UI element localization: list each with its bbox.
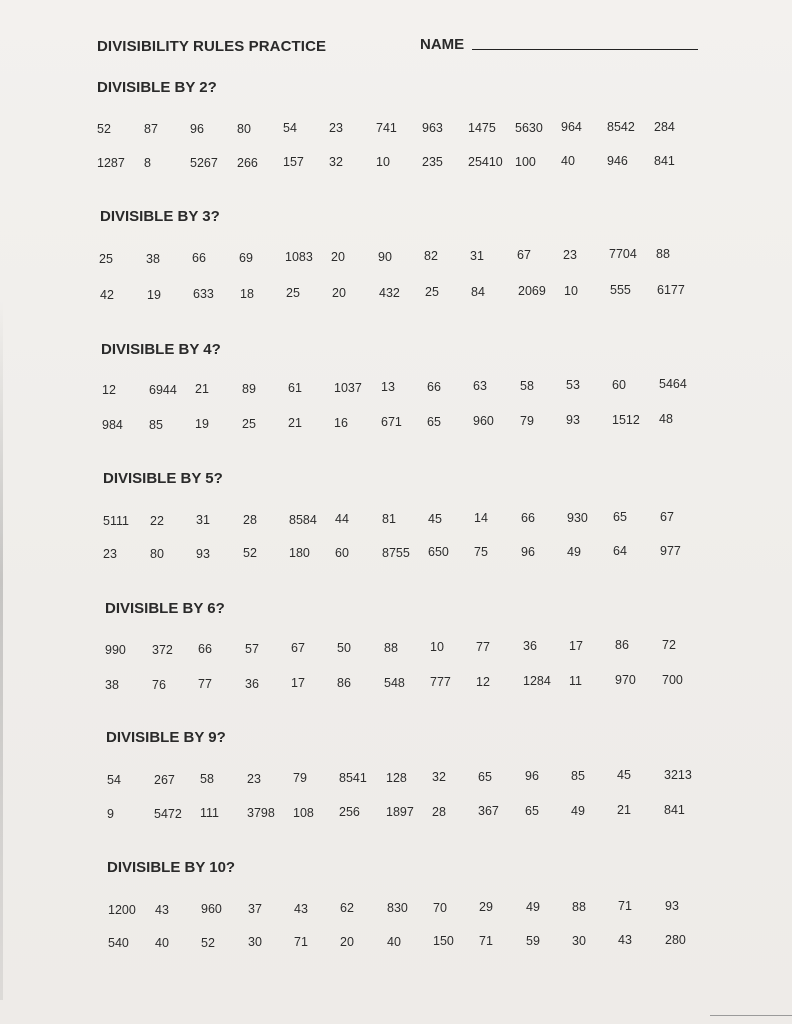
number-item[interactable]: 38 [146, 251, 160, 266]
number-item[interactable]: 30 [248, 935, 262, 950]
number-item[interactable]: 830 [387, 901, 408, 915]
number-item[interactable]: 23 [247, 771, 261, 786]
number-item[interactable]: 21 [617, 803, 631, 818]
number-item[interactable]: 8 [144, 155, 151, 170]
number-item[interactable]: 11 [569, 673, 582, 688]
number-item[interactable]: 150 [433, 934, 454, 949]
number-item[interactable]: 60 [335, 545, 349, 560]
section-heading: DIVISIBLE BY 3? [100, 208, 220, 225]
number-item[interactable]: 57 [245, 641, 259, 656]
number-item[interactable]: 32 [432, 770, 446, 785]
number-item[interactable]: 76 [152, 677, 166, 692]
number-item[interactable]: 256 [339, 805, 360, 820]
number-item[interactable]: 40 [387, 934, 401, 949]
number-item[interactable]: 85 [149, 417, 163, 432]
number-item[interactable]: 84 [471, 284, 485, 299]
section-heading: DIVISIBLE BY 10? [107, 859, 236, 876]
number-item[interactable]: 266 [237, 155, 258, 170]
number-item[interactable]: 79 [520, 413, 534, 428]
number-item[interactable]: 25 [99, 252, 113, 266]
number-item[interactable]: 54 [283, 121, 297, 136]
number-item[interactable]: 555 [610, 283, 631, 298]
section-heading: DIVISIBLE BY 9? [106, 729, 226, 746]
number-item[interactable]: 3798 [247, 806, 275, 820]
number-item[interactable]: 25 [242, 416, 256, 431]
number-item[interactable]: 49 [571, 803, 585, 818]
number-item[interactable]: 58 [200, 772, 214, 787]
number-item[interactable]: 72 [662, 638, 676, 652]
number-item[interactable]: 36 [523, 639, 537, 654]
number-item[interactable]: 58 [520, 378, 534, 393]
name-blank-line[interactable] [472, 49, 698, 50]
scan-bottom-line [710, 1015, 792, 1016]
number-item[interactable]: 49 [526, 900, 540, 914]
number-item[interactable]: 69 [239, 250, 253, 265]
number-item[interactable]: 1512 [612, 412, 640, 427]
number-item[interactable]: 12 [476, 674, 490, 689]
number-item[interactable]: 17 [291, 676, 305, 691]
number-item[interactable]: 14 [474, 511, 488, 526]
number-item[interactable]: 79 [293, 771, 307, 786]
number-item[interactable]: 87 [144, 121, 158, 136]
number-item[interactable]: 88 [656, 247, 670, 261]
number-item[interactable]: 111 [200, 806, 220, 821]
number-item[interactable]: 17 [569, 638, 583, 653]
number-item[interactable]: 66 [427, 379, 441, 394]
number-item[interactable]: 21 [195, 382, 209, 396]
number-item[interactable]: 1897 [386, 805, 414, 819]
number-item[interactable]: 841 [664, 803, 685, 817]
number-item[interactable]: 8542 [607, 120, 635, 135]
number-item[interactable]: 8541 [339, 770, 367, 785]
number-item[interactable]: 960 [201, 902, 222, 917]
number-item[interactable]: 53 [566, 378, 580, 392]
number-item[interactable]: 28 [432, 804, 446, 819]
number-item[interactable]: 86 [337, 675, 351, 690]
number-item[interactable]: 540 [108, 936, 129, 950]
number-item[interactable]: 50 [337, 640, 351, 655]
number-item[interactable]: 65 [613, 510, 627, 525]
number-item[interactable]: 66 [192, 251, 206, 266]
number-item[interactable]: 10 [430, 640, 444, 655]
number-item[interactable]: 71 [479, 934, 493, 948]
number-item[interactable]: 63 [473, 379, 487, 393]
number-item[interactable]: 64 [613, 544, 627, 559]
number-item[interactable]: 12 [102, 383, 116, 397]
number-item[interactable]: 89 [242, 381, 256, 396]
number-item[interactable]: 59 [526, 933, 540, 948]
number-item[interactable]: 66 [521, 511, 535, 525]
number-item[interactable]: 10 [376, 155, 390, 169]
number-item[interactable]: 28 [243, 513, 257, 527]
number-item[interactable]: 13 [381, 380, 395, 394]
number-item[interactable]: 21 [288, 416, 302, 430]
number-item[interactable]: 6177 [657, 283, 685, 297]
number-item[interactable]: 36 [245, 676, 259, 691]
number-item[interactable]: 49 [567, 544, 581, 559]
number-item[interactable]: 128 [386, 770, 407, 785]
number-item[interactable]: 42 [100, 288, 114, 302]
number-item[interactable]: 235 [422, 154, 443, 169]
number-item[interactable]: 65 [478, 769, 492, 784]
number-item[interactable]: 29 [479, 900, 493, 915]
number-item[interactable]: 650 [428, 545, 449, 560]
number-item[interactable]: 54 [107, 773, 121, 787]
number-item[interactable]: 71 [294, 935, 308, 949]
number-item[interactable]: 960 [473, 414, 494, 428]
number-item[interactable]: 25 [286, 286, 300, 301]
number-item[interactable]: 70 [433, 900, 447, 915]
number-item[interactable]: 25 [425, 285, 439, 300]
number-item[interactable]: 548 [384, 675, 405, 690]
number-item[interactable]: 32 [329, 155, 343, 170]
number-item[interactable]: 40 [155, 935, 169, 950]
number-item[interactable]: 86 [615, 638, 629, 653]
number-item[interactable]: 841 [654, 154, 675, 168]
number-item[interactable]: 67 [660, 510, 674, 524]
number-item[interactable]: 66 [198, 642, 212, 657]
number-item[interactable]: 1475 [468, 120, 496, 135]
number-item[interactable]: 90 [378, 249, 392, 264]
number-item[interactable]: 20 [340, 934, 354, 949]
number-item[interactable]: 43 [618, 933, 632, 948]
number-item[interactable]: 37 [248, 902, 262, 916]
number-item[interactable]: 75 [474, 545, 488, 559]
scan-edge-shadow [0, 300, 3, 1000]
number-item[interactable]: 52 [201, 935, 215, 950]
number-item[interactable]: 81 [382, 512, 396, 526]
section-heading: DIVISIBLE BY 6? [105, 600, 225, 617]
number-item[interactable]: 180 [289, 546, 310, 560]
number-item[interactable]: 25410 [468, 154, 503, 169]
number-item[interactable]: 5472 [154, 806, 182, 821]
number-item[interactable]: 946 [607, 154, 628, 169]
number-item[interactable]: 96 [521, 544, 535, 559]
number-item[interactable]: 40 [561, 154, 575, 169]
number-item[interactable]: 31 [196, 513, 210, 528]
number-item[interactable]: 88 [572, 899, 586, 914]
number-item[interactable]: 60 [612, 377, 626, 392]
number-item[interactable]: 8755 [382, 545, 410, 560]
number-item[interactable]: 96 [525, 769, 539, 784]
number-item[interactable]: 88 [384, 640, 398, 655]
number-item[interactable]: 67 [517, 248, 531, 263]
number-item[interactable]: 93 [196, 546, 210, 561]
number-item[interactable]: 77 [198, 677, 212, 692]
number-item[interactable]: 372 [152, 642, 173, 657]
number-item[interactable]: 3213 [664, 768, 692, 782]
section-heading: DIVISIBLE BY 4? [101, 341, 221, 358]
number-item[interactable]: 38 [105, 678, 119, 692]
number-item[interactable]: 93 [566, 413, 580, 427]
number-item[interactable]: 8584 [289, 512, 317, 527]
number-item[interactable]: 2069 [518, 284, 546, 299]
number-item[interactable]: 777 [430, 675, 451, 690]
section-heading: DIVISIBLE BY 5? [103, 470, 223, 487]
worksheet-title: DIVISIBILITY RULES PRACTICE [97, 38, 327, 55]
number-item[interactable]: 43 [294, 901, 308, 916]
number-item[interactable]: 18 [240, 286, 254, 301]
number-item[interactable]: 23 [103, 547, 117, 561]
number-item[interactable]: 82 [424, 249, 438, 264]
number-item[interactable]: 1200 [108, 903, 136, 917]
number-item[interactable]: 45 [428, 511, 442, 526]
number-item[interactable]: 633 [193, 287, 214, 302]
number-item[interactable]: 6944 [149, 382, 177, 397]
number-item[interactable]: 80 [237, 121, 251, 136]
number-item[interactable]: 157 [283, 155, 304, 170]
number-item[interactable]: 7704 [609, 247, 637, 262]
number-item[interactable]: 964 [561, 120, 582, 135]
number-item[interactable]: 741 [376, 121, 397, 135]
number-item[interactable]: 367 [478, 804, 499, 819]
number-item[interactable]: 77 [476, 639, 490, 654]
number-item[interactable]: 30 [572, 933, 586, 948]
number-item[interactable]: 10 [564, 283, 578, 298]
number-item[interactable]: 5111 [103, 514, 129, 528]
number-item[interactable]: 16 [334, 415, 348, 430]
number-item[interactable]: 61 [288, 381, 302, 395]
number-item[interactable]: 22 [150, 513, 164, 528]
number-item[interactable]: 52 [243, 546, 257, 561]
number-item[interactable]: 20 [332, 285, 346, 300]
number-item[interactable]: 267 [154, 772, 175, 787]
number-item[interactable]: 284 [654, 120, 675, 134]
name-label: NAME [420, 36, 465, 53]
number-item[interactable]: 671 [381, 415, 402, 429]
number-item[interactable]: 96 [190, 121, 204, 136]
number-item[interactable]: 31 [470, 248, 484, 263]
number-item[interactable]: 20 [331, 249, 345, 264]
number-item[interactable]: 5630 [515, 120, 543, 135]
number-item[interactable]: 19 [147, 287, 161, 302]
number-item[interactable]: 963 [422, 120, 443, 135]
number-item[interactable]: 9 [107, 807, 114, 821]
number-item[interactable]: 100 [515, 154, 536, 169]
section-heading: DIVISIBLE BY 2? [97, 79, 217, 96]
number-item[interactable]: 930 [567, 510, 588, 525]
number-item[interactable]: 1083 [285, 250, 313, 265]
number-item[interactable]: 990 [105, 643, 126, 657]
number-item[interactable]: 977 [660, 544, 681, 558]
number-item[interactable]: 23 [329, 121, 343, 136]
number-item[interactable]: 970 [615, 673, 636, 688]
number-item[interactable]: 1037 [334, 380, 362, 395]
number-item[interactable]: 62 [340, 901, 354, 916]
number-item[interactable]: 93 [665, 899, 679, 913]
number-item[interactable]: 1287 [97, 156, 125, 170]
number-item[interactable]: 432 [379, 285, 400, 300]
number-item[interactable]: 280 [665, 933, 686, 947]
number-item[interactable]: 65 [525, 804, 539, 818]
number-item[interactable]: 65 [427, 414, 441, 429]
number-item[interactable]: 700 [662, 673, 683, 687]
number-item[interactable]: 85 [571, 768, 585, 783]
number-item[interactable]: 5267 [190, 155, 218, 170]
number-item[interactable]: 80 [150, 546, 164, 561]
number-item[interactable]: 48 [659, 412, 673, 426]
number-item[interactable]: 108 [293, 805, 314, 820]
number-item[interactable]: 5464 [659, 377, 687, 391]
number-item[interactable]: 23 [563, 247, 577, 262]
number-item[interactable]: 19 [195, 417, 209, 431]
number-item[interactable]: 44 [335, 512, 349, 527]
number-item[interactable]: 67 [291, 641, 305, 656]
number-item[interactable]: 52 [97, 122, 111, 136]
number-item[interactable]: 43 [155, 902, 169, 917]
number-item[interactable]: 1284 [523, 674, 551, 689]
number-item[interactable]: 71 [618, 899, 632, 914]
number-item[interactable]: 45 [617, 768, 631, 783]
number-item[interactable]: 984 [102, 418, 123, 432]
